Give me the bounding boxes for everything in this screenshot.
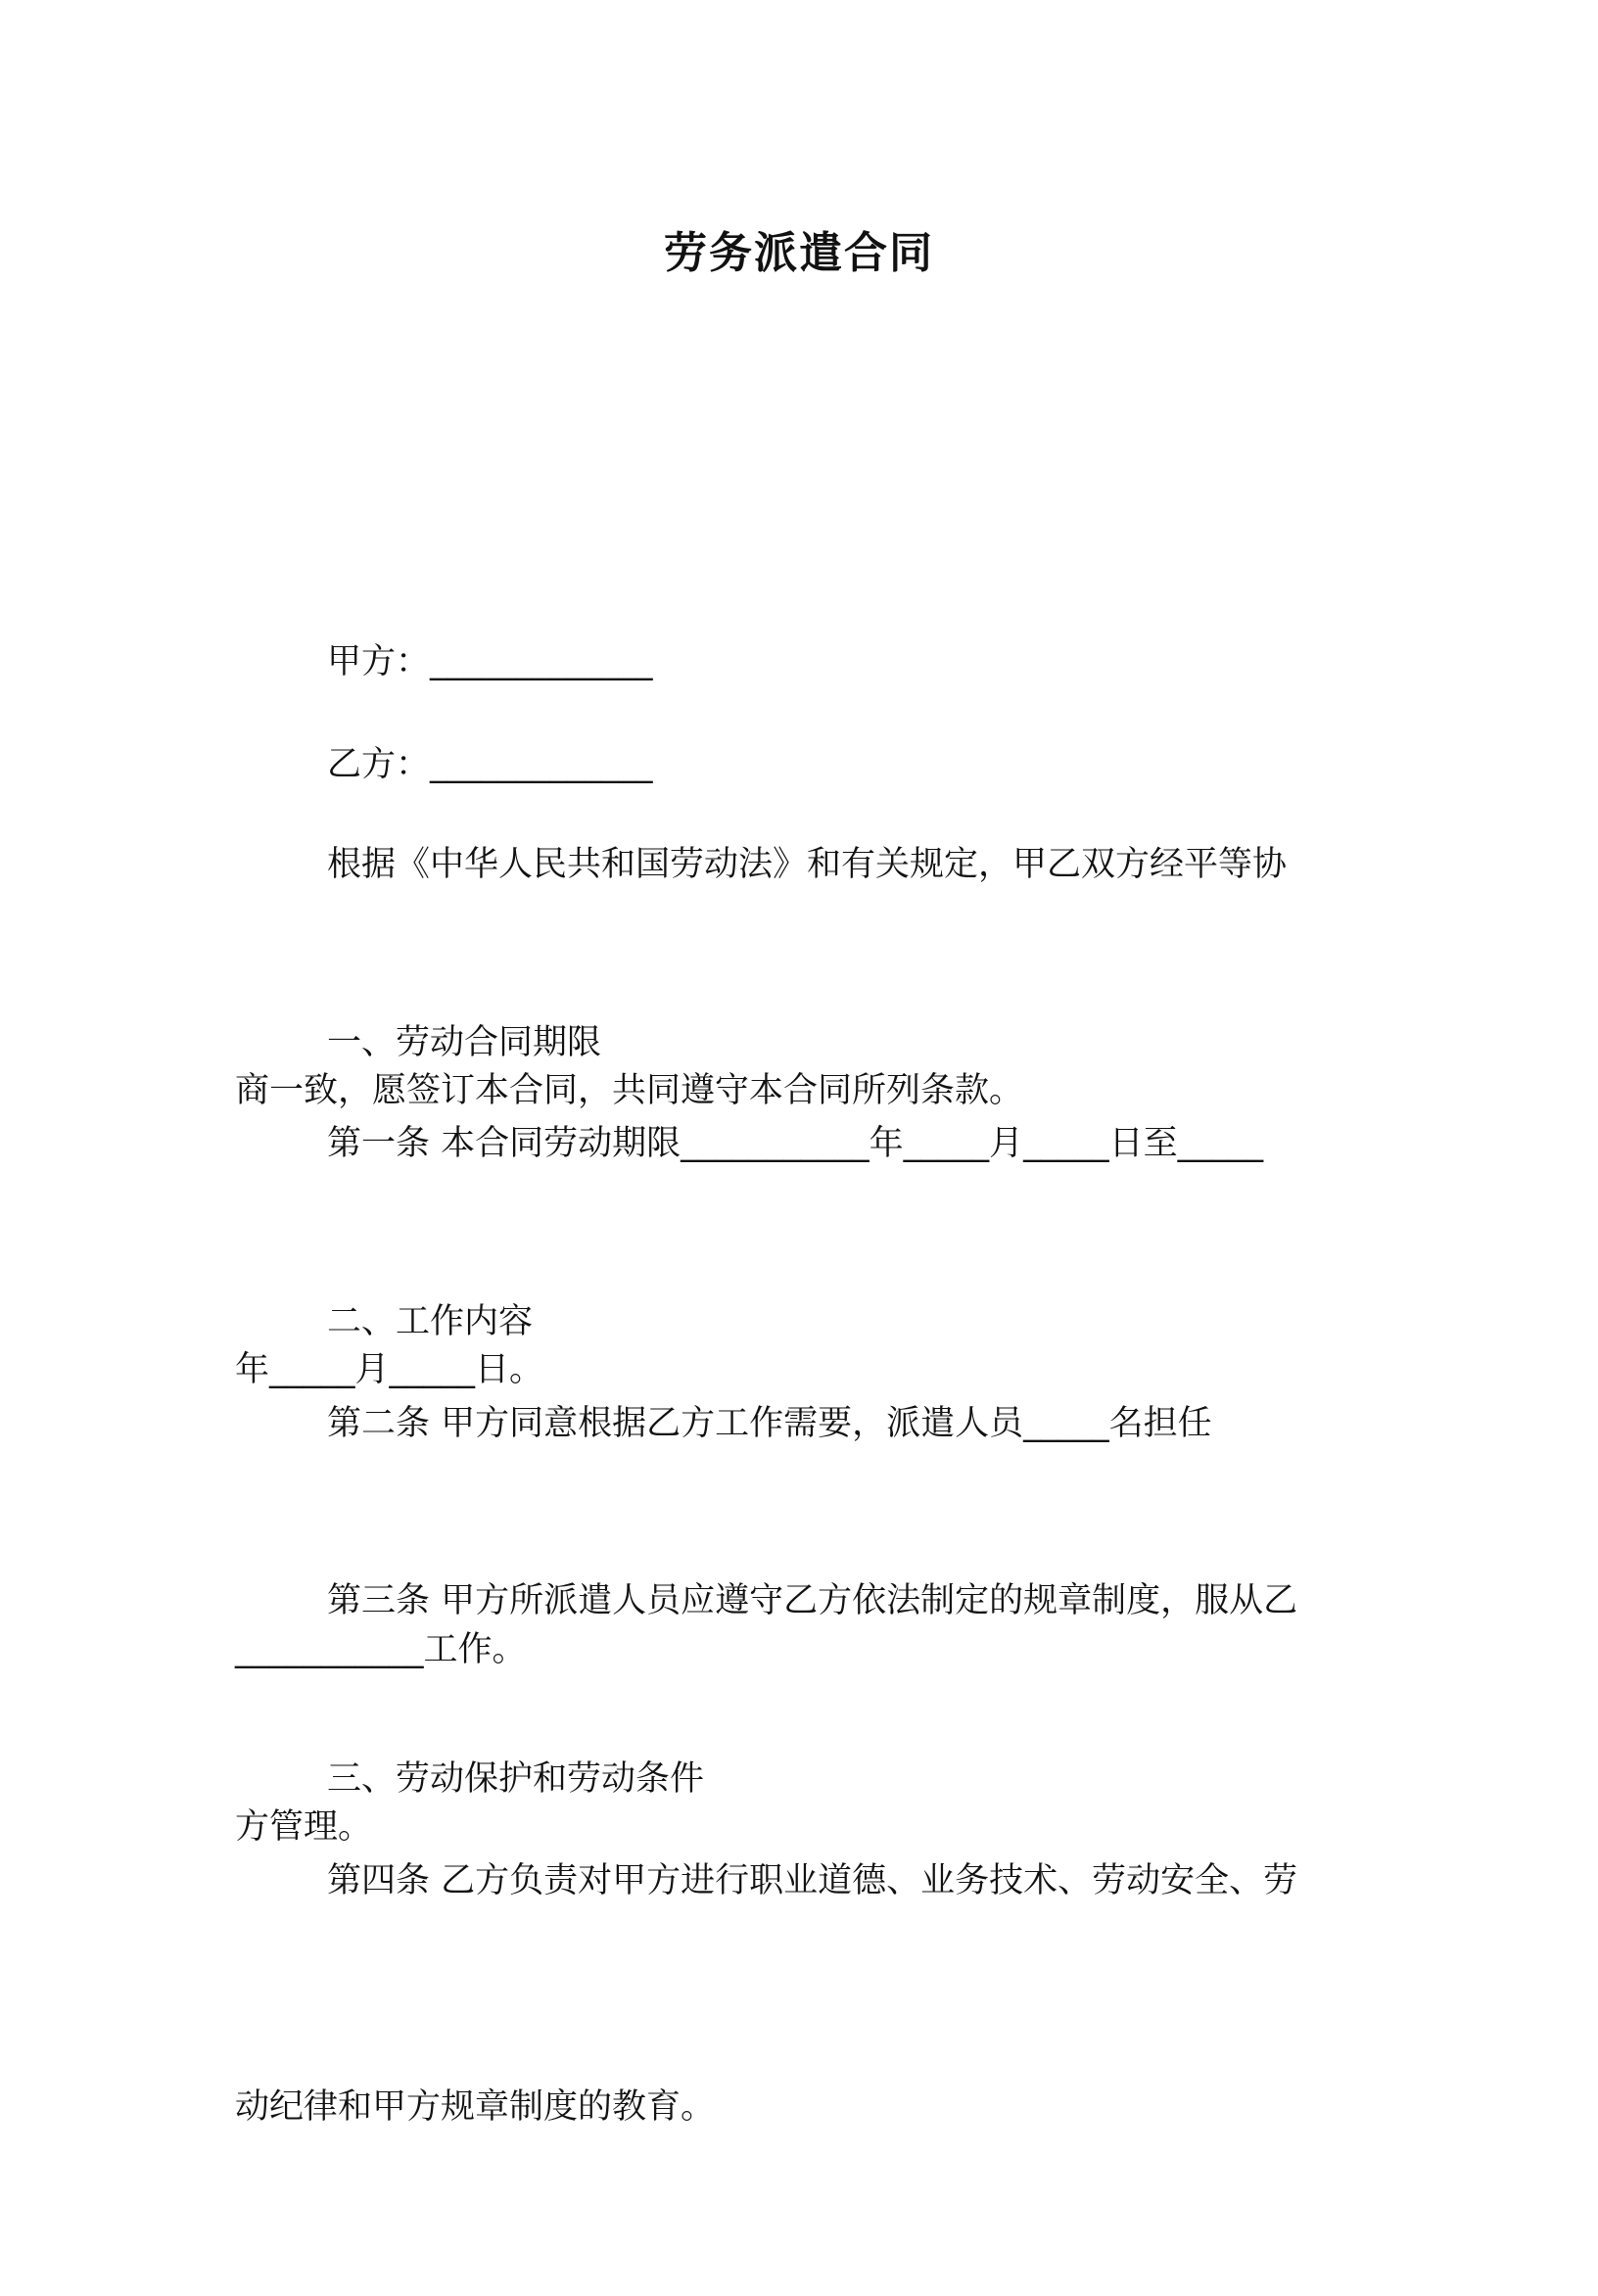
- article-1-line-2: 年_____月_____日。: [235, 1350, 544, 1389]
- article-2-line-1: 第二条 甲方同意根据乙方工作需要，派遣人员_____名担任: [327, 1404, 1212, 1443]
- article-3-line-2: 方管理。: [235, 1807, 373, 1847]
- article-4-paragraph: [235, 1693, 1366, 2296]
- preamble-line-1: 根据《中华人民共和国劳动法》和有关规定，甲乙双方经平等协: [327, 845, 1288, 884]
- article-4-line-1: 第四条 乙方负责对甲方进行职业道德、业务技术、劳动安全、劳: [327, 1861, 1298, 1900]
- article-3-line-1: 第三条 甲方所派遣人员应遵守乙方依法制定的规章制度，服从乙: [327, 1581, 1298, 1620]
- article-1-line-1: 第一条 本合同劳动期限___________年_____月_____日至_____: [327, 1124, 1264, 1163]
- party-a-text: 甲方：_____________: [327, 642, 653, 681]
- section-2-heading-text: 二、工作内容: [327, 1302, 534, 1341]
- preamble-line-2: 商一致，愿签订本合同，共同遵守本合同所列条款。: [235, 1071, 1024, 1110]
- section-1-heading-text: 一、劳动合同期限: [327, 1023, 602, 1062]
- article-4-line-2: 动纪律和甲方规章制度的教育。: [235, 2087, 716, 2127]
- document-title: 劳务派遣合同: [664, 228, 934, 278]
- section-3-heading-text: 三、劳动保护和劳动条件: [327, 1759, 705, 1799]
- party-b-text: 乙方：_____________: [327, 745, 653, 784]
- article-2-line-2: ___________工作。: [235, 1630, 527, 1669]
